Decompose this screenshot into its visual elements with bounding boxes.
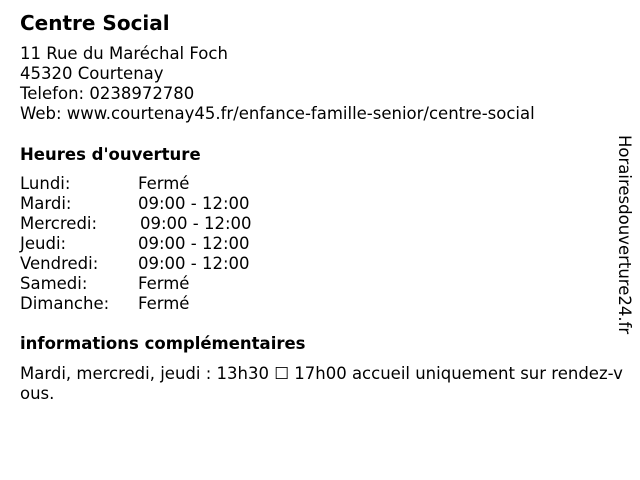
day-label: Mercredi:: [20, 214, 98, 233]
opening-hours-table: [20, 174, 320, 314]
city-postal: 45320 Courtenay: [20, 64, 164, 83]
hours-row-saturday: [20, 274, 320, 294]
site-watermark: [612, 135, 636, 345]
time-value: 09:00 - 12:00: [138, 254, 250, 273]
hours-row-wednesday: [20, 214, 320, 234]
hours-row-thursday: [20, 234, 320, 254]
day-label: Vendredi:: [20, 254, 99, 273]
time-value: 09:00 - 12:00: [138, 234, 250, 253]
time-value: 09:00 - 12:00: [140, 214, 252, 233]
day-label: Dimanche:: [20, 294, 110, 313]
additional-info-text: Mardi, mercredi, jeudi : 13h30 ☐ 17h00 accueil uniquement sur rendez-vous.: [20, 364, 623, 403]
day-label: Samedi:: [20, 274, 88, 293]
day-label: Lundi:: [20, 174, 71, 193]
hours-row-tuesday: [20, 194, 320, 214]
hours-row-sunday: [20, 294, 320, 314]
additional-info-heading: informations complémentaires: [20, 334, 306, 353]
hours-row-friday: [20, 254, 320, 274]
street-address: 11 Rue du Maréchal Foch: [20, 44, 228, 63]
hours-row-monday: [20, 174, 320, 194]
time-value: Fermé: [138, 274, 190, 293]
watermark-text: Horairesdouverture24.fr: [615, 135, 634, 335]
day-label: Mardi:: [20, 194, 72, 213]
website-url: Web: www.courtenay45.fr/enfance-famille-senior/centre-social: [20, 104, 535, 123]
day-label: Jeudi:: [20, 234, 67, 253]
page-title: Centre Social: [20, 11, 170, 35]
opening-hours-heading: Heures d'ouverture: [20, 145, 201, 164]
phone-number: Telefon: 0238972780: [20, 84, 195, 103]
time-value: Fermé: [138, 294, 190, 313]
time-value: Fermé: [138, 174, 190, 193]
address-block: [20, 44, 535, 124]
time-value: 09:00 - 12:00: [138, 194, 250, 213]
